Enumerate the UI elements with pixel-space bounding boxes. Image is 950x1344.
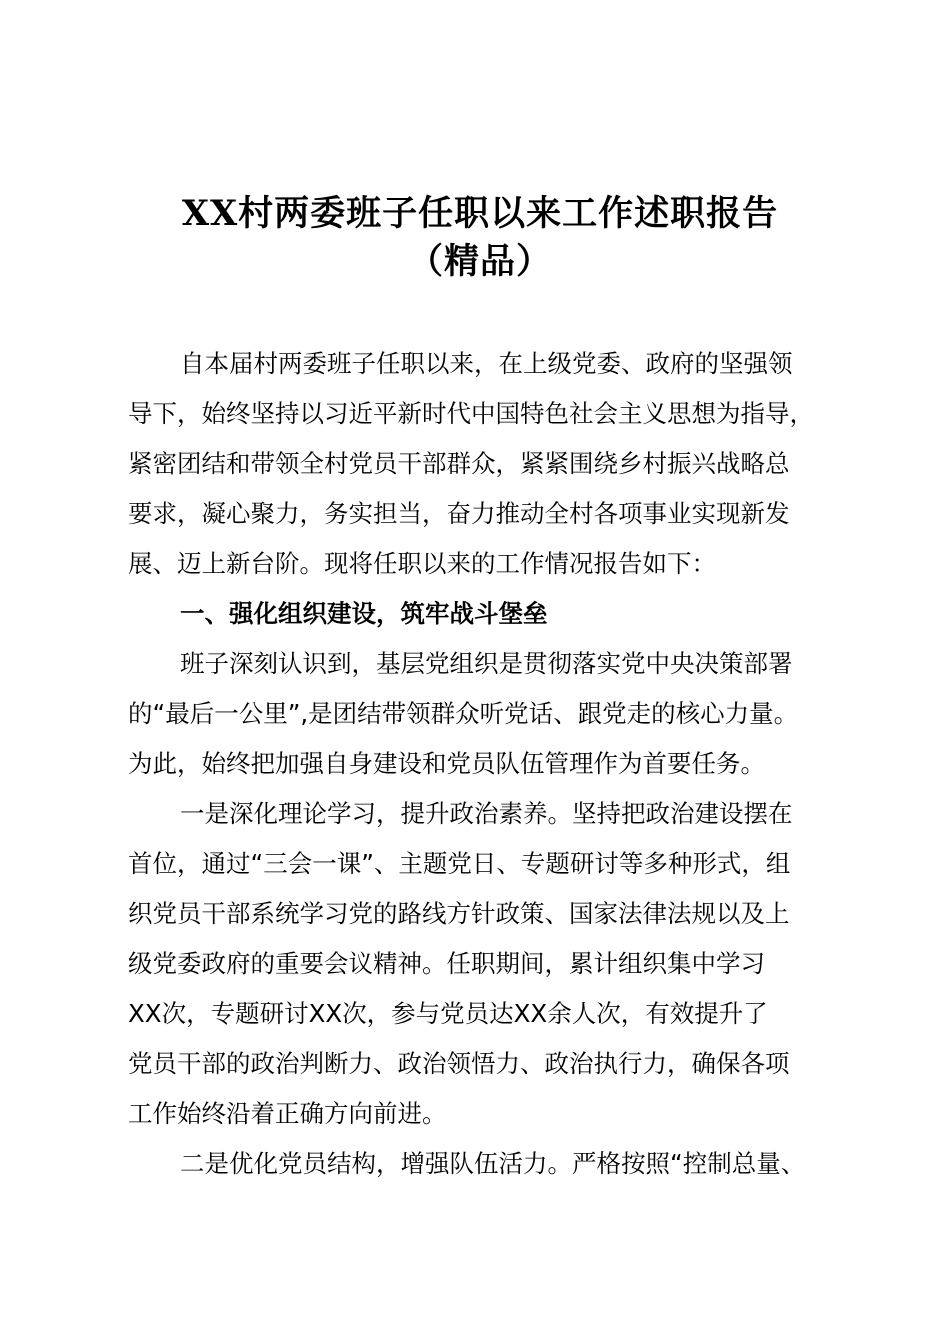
- section-heading: 一、强化组织建设，筑牢战斗堡垒: [180, 599, 548, 628]
- paragraph-line: 二是优化党员结构，增强队伍活力。严格按照“控制总量、: [180, 1149, 806, 1178]
- paragraph-line: 为此，始终把加强自身建设和党员队伍管理作为首要任务。: [128, 749, 765, 778]
- paragraph-line: 要求，凝心聚力，务实担当，奋力推动全村各项事业实现新发: [128, 499, 790, 528]
- paragraph-line: 织党员干部系统学习党的路线方针政策、国家法律法规以及上: [128, 899, 790, 928]
- paragraph-line: 自本届村两委班子任职以来，在上级党委、政府的坚强领: [180, 349, 793, 378]
- document-title-suffix: （精品）: [407, 241, 552, 282]
- paragraph-line: 展、迈上新台阶。现将任职以来的工作情况报告如下：: [128, 549, 716, 578]
- paragraph-line: XX次，专题研讨XX次，参与党员达XX余人次，有效提升了: [128, 999, 768, 1028]
- paragraph-line: 导下，始终坚持以习近平新时代中国特色社会主义思想为指导，: [128, 399, 814, 428]
- paragraph-line: 工作始终沿着正确方向前进。: [128, 1099, 447, 1128]
- paragraph-line: 首位，通过“三会一课”、主题党日、专题研讨等多种形式，组: [128, 849, 791, 878]
- paragraph-line: 的“最后一公里”,是团结带领群众听党话、跟党走的核心力量。: [128, 699, 799, 728]
- document-title: XX村两委班子任职以来工作述职报告: [181, 193, 779, 234]
- paragraph-line: 班子深刻认识到，基层党组织是贯彻落实党中央决策部署: [180, 649, 793, 678]
- paragraph-line: 一是深化理论学习，提升政治素养。坚持把政治建设摆在: [180, 799, 793, 828]
- paragraph-line: 紧密团结和带领全村党员干部群众，紧紧围绕乡村振兴战略总: [128, 449, 790, 478]
- paragraph-line: 党员干部的政治判断力、政治领悟力、政治执行力，确保各项: [128, 1049, 790, 1078]
- paragraph-line: 级党委政府的重要会议精神。任职期间，累计组织集中学习: [128, 949, 765, 978]
